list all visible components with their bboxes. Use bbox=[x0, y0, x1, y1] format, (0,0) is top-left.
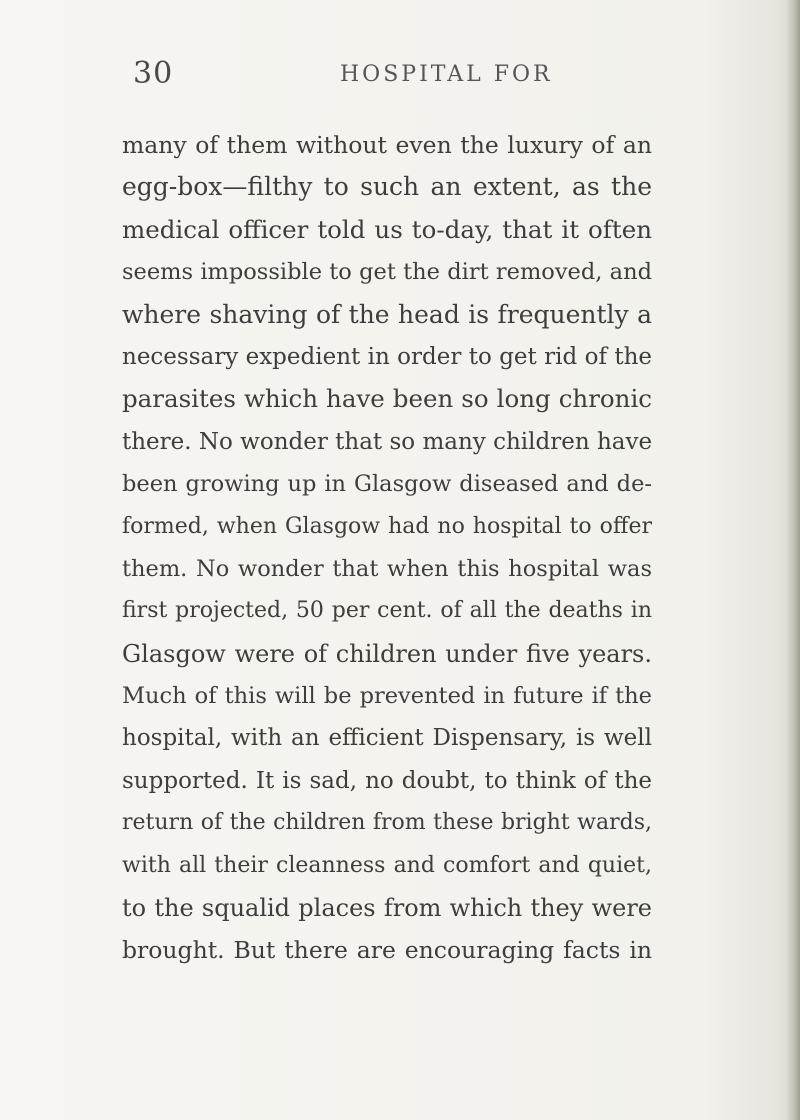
text-line: supported. It is sad, no doubt, to think of the bbox=[122, 767, 652, 794]
page-number: 30 bbox=[133, 56, 174, 91]
text-line: Much of this will be prevented in future if the bbox=[122, 683, 652, 710]
text-line: seems impossible to get the dirt removed, and bbox=[122, 259, 652, 286]
text-line: egg-box—filthy to such an extent, as the bbox=[122, 172, 652, 202]
text-line: hospital, with an efficient Dispensary, is well bbox=[122, 725, 652, 752]
text-line: them. No wonder that when this hospital was bbox=[122, 555, 652, 582]
text-line: return of the children from these bright wards, bbox=[122, 810, 652, 836]
text-line: Glasgow were of children under five years. bbox=[122, 639, 652, 668]
running-head: HOSPITAL FOR bbox=[340, 62, 553, 87]
page-header bbox=[0, 56, 800, 96]
text-line: been growing up in Glasgow diseased and de- bbox=[122, 471, 652, 498]
text-line: necessary expedient in order to get rid of the bbox=[122, 343, 652, 370]
text-line: to the squalid places from which they were bbox=[122, 894, 652, 923]
text-line: there. No wonder that so many children have bbox=[122, 428, 653, 455]
text-line: many of them without even the luxury of an bbox=[122, 131, 652, 159]
text-line: brought. But there are encouraging facts in bbox=[122, 936, 652, 965]
text-line: first projected, 50 per cent. of all the deaths in bbox=[122, 598, 652, 624]
page-edge-shadow bbox=[786, 0, 800, 1120]
text-line: medical officer told us to-day, that it often bbox=[122, 214, 652, 244]
text-line: with all their cleanness and comfort and quiet, bbox=[122, 852, 652, 878]
text-line: parasites which have been so long chronic bbox=[122, 384, 652, 414]
body-text bbox=[122, 124, 652, 972]
text-line: formed, when Glasgow had no hospital to offer bbox=[122, 513, 652, 539]
text-line: where shaving of the head is frequently a bbox=[122, 299, 652, 329]
